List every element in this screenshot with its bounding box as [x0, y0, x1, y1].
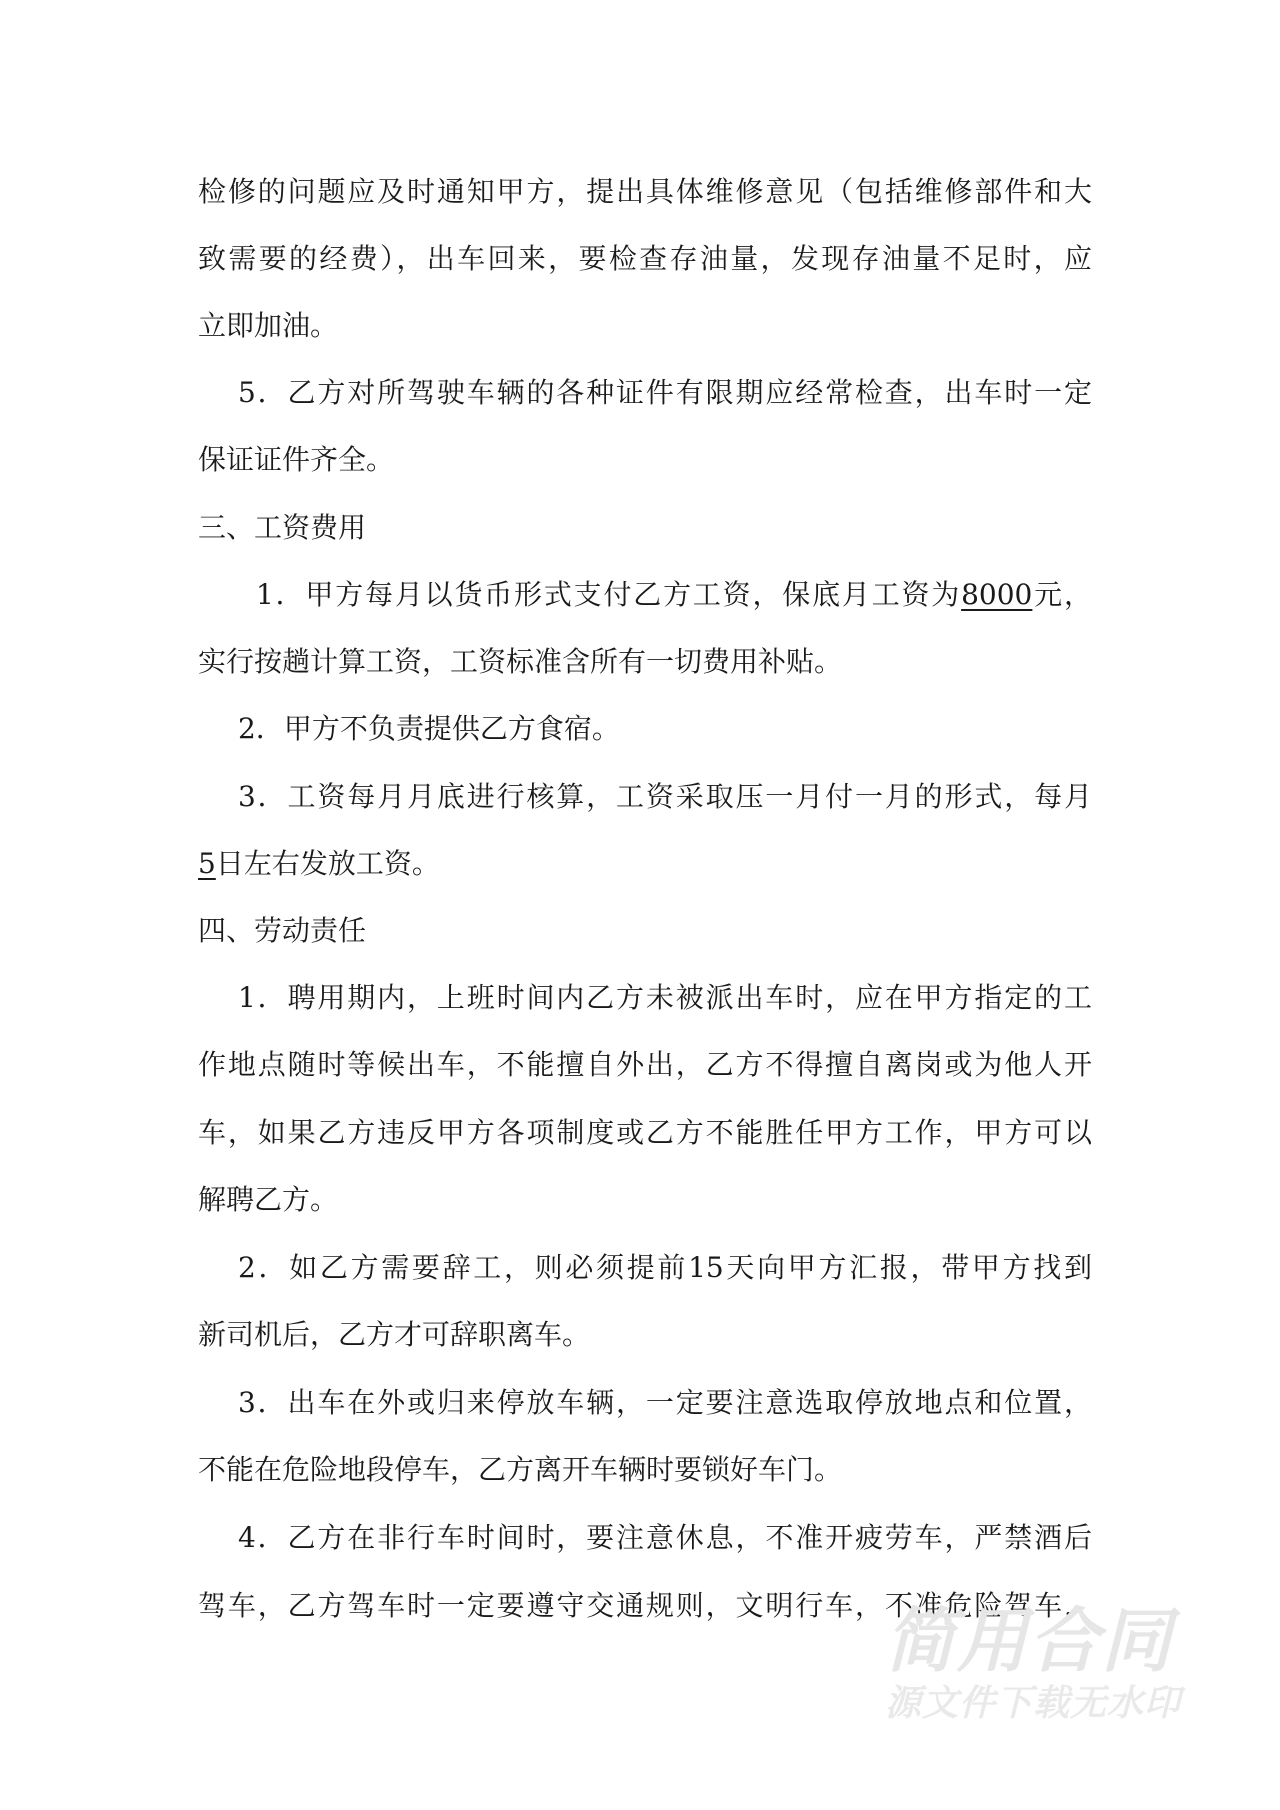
- text-line: 车，如果乙方违反甲方各项制度或乙方不能胜任甲方工作，甲方可以: [198, 1116, 1092, 1149]
- text-part: 1．甲方每月以货币形式支付乙方工资，保底月工资为: [256, 578, 962, 611]
- text-line: [198, 844, 1092, 884]
- salary-amount: 8000: [961, 578, 1033, 611]
- text-line: 实行按趟计算工资，工资标准含所有一切费用补贴。: [198, 645, 843, 678]
- pay-day: 5: [198, 847, 216, 880]
- text-line: 致需要的经费），出车回来，要检查存油量，发现存油量不足时，应: [198, 242, 1092, 275]
- text-line: [256, 575, 1092, 615]
- text-line: 5．乙方对所驾驶车辆的各种证件有限期应经常检查，出车时一定: [238, 376, 1092, 409]
- text-line: 2．如乙方需要辞工，则必须提前15天向甲方汇报，带甲方找到: [238, 1251, 1092, 1284]
- section-heading: 三、工资费用: [198, 511, 367, 544]
- section-heading: 四、劳动责任: [198, 914, 367, 947]
- text-line: 保证证件齐全。: [198, 443, 395, 476]
- text-part: 元，: [1032, 578, 1092, 611]
- text-line: 驾车，乙方驾车时一定要遵守交通规则，文明行车，不准危险驾车，: [198, 1589, 1092, 1622]
- text-line: 解聘乙方。: [198, 1183, 339, 1216]
- text-line: 3．出车在外或归来停放车辆，一定要注意选取停放地点和位置，: [238, 1386, 1092, 1419]
- text-line: 检修的问题应及时通知甲方，提出具体维修意见（包括维修部件和大: [198, 175, 1092, 208]
- text-line: 立即加油。: [198, 309, 339, 342]
- text-line: 2．甲方不负责提供乙方食宿。: [238, 712, 620, 745]
- text-part: 日左右发放工资。: [215, 847, 440, 880]
- text-line: 3．工资每月月底进行核算，工资采取压一月付一月的形式，每月: [238, 780, 1092, 813]
- text-line: 不能在危险地段停车，乙方离开车辆时要锁好车门。: [198, 1453, 843, 1486]
- text-line: 4．乙方在非行车时间时，要注意休息，不准开疲劳车，严禁酒后: [238, 1521, 1092, 1554]
- text-line: 1．聘用期内，上班时间内乙方未被派出车时，应在甲方指定的工: [238, 981, 1092, 1014]
- watermark-subtitle: 源文件下载无水印: [885, 1683, 1182, 1724]
- text-line: 作地点随时等候出车，不能擅自外出，乙方不得擅自离岗或为他人开: [198, 1048, 1092, 1081]
- text-line: 新司机后，乙方才可辞职离车。: [198, 1318, 591, 1351]
- watermark-logo: 简用合同: [885, 1600, 1173, 1682]
